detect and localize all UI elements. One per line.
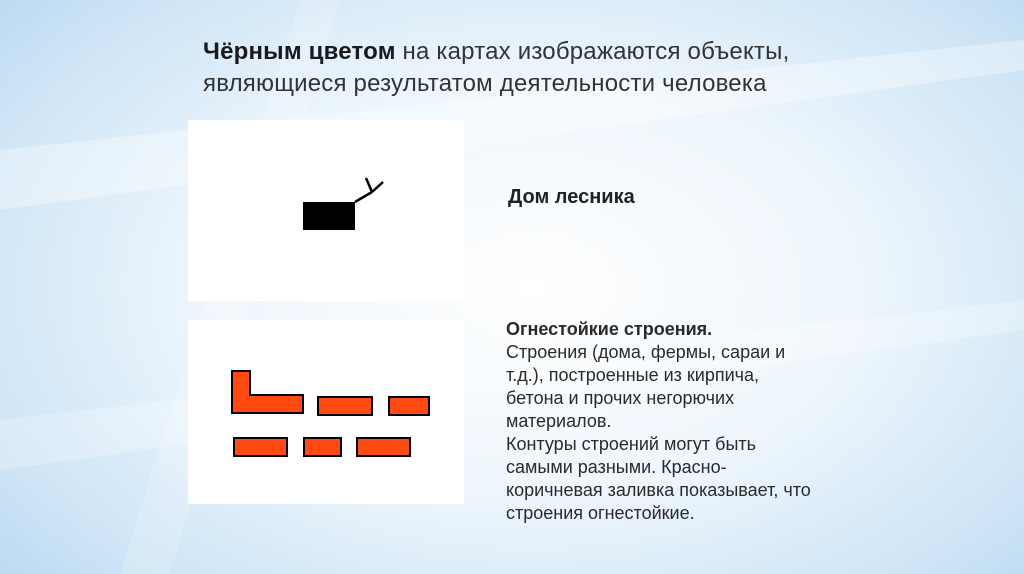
forester-house-panel xyxy=(188,120,464,301)
title-line1-rest: на картах изображаются объекты, xyxy=(395,38,790,65)
fireproof-building-panel xyxy=(188,320,464,504)
building-shape-4 xyxy=(234,438,287,456)
forester-house-symbol xyxy=(188,120,464,301)
building-shape-6 xyxy=(357,438,410,456)
fireproof-line: коричневая заливка показывает, что xyxy=(506,480,811,500)
building-shape-5 xyxy=(304,438,341,456)
fireproof-building-symbol xyxy=(188,320,464,504)
fireproof-line: строения огнестойкие. xyxy=(506,503,695,523)
title-bold: Чёрным цветом xyxy=(203,38,396,65)
house-branch-right xyxy=(372,182,383,192)
building-shape-3 xyxy=(389,397,429,415)
building-shape-2 xyxy=(318,397,372,415)
house-branch-left xyxy=(366,178,372,192)
title-line2: являющиеся результатом деятельности человека xyxy=(203,70,767,97)
forester-house-label: Дом лесника xyxy=(508,186,635,208)
fireproof-line: бетона и прочих негорючих xyxy=(506,388,735,408)
fireproof-line: т.д.), построенные из кирпича, xyxy=(506,365,760,385)
fireproof-heading: Огнестойкие строения. xyxy=(506,319,713,339)
fireproof-description xyxy=(506,318,886,525)
house-body-shape xyxy=(303,202,355,230)
fireproof-line: Строения (дома, фермы, сараи и xyxy=(506,342,786,362)
house-branch-stem xyxy=(355,192,372,202)
slide-title xyxy=(203,36,923,100)
building-shape-l xyxy=(232,371,303,413)
fireproof-line: материалов. xyxy=(506,411,612,431)
fireproof-line: Контуры строений могут быть xyxy=(506,434,757,454)
fireproof-line: самыми разными. Красно- xyxy=(506,457,727,477)
